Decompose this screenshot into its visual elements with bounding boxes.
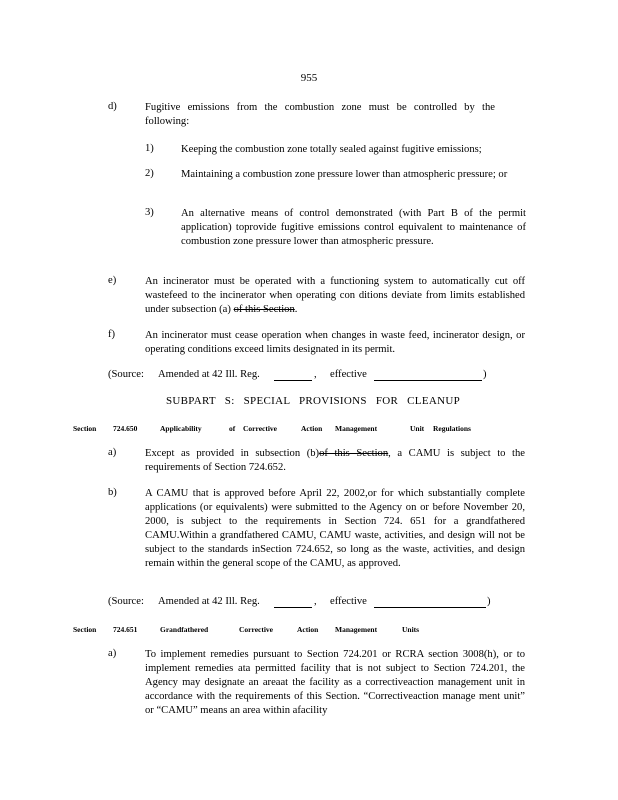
item-f-text: An incinerator must cease operation when changes in waste feed, incinerator design, or operating conditions exceed limits designated in its permit. <box>145 330 525 355</box>
section-title-word: Management <box>335 625 378 634</box>
section-word: Section <box>73 625 97 634</box>
section-title-word: Regulations <box>433 424 471 433</box>
source-line-2 <box>108 596 528 610</box>
section-724-650-heading <box>0 424 618 436</box>
section-number: 724.651 <box>113 625 138 634</box>
source-amended: Amended at 42 Ill. Reg. <box>158 369 260 380</box>
item-e-label: e) <box>108 275 117 286</box>
reg-blank <box>274 369 312 381</box>
source-prefix: (Source: <box>108 596 144 607</box>
source-amended: Amended at 42 Ill. Reg. <box>158 596 260 607</box>
effective-blank <box>374 369 482 381</box>
subpart-heading: SUBPART S: SPECIAL PROVISIONS FOR CLEANUP <box>166 395 460 407</box>
item-d3-text: An alternative means of control demonstrated (with Part B of the permit application) toprovide fugitive emissions control equivalent to maintenance of combustion zone pressure lower than atmospheric pressure. <box>181 208 526 247</box>
source-effective: effective <box>330 369 367 380</box>
item-e-body: An incinerator must be operated with a functioning system to automatically cut off wastefeed to the incinerator when operating con ditions deviate from limits established under subsection (a) <box>145 276 525 315</box>
section-724-651-heading <box>0 625 618 637</box>
s724650-a-struck: of this Section <box>319 448 389 459</box>
item-d1-text: Keeping the combustion zone totally sealed against fugitive emissions; <box>181 144 482 155</box>
s724651-a-text: To implement remedies pursuant to Section 724.201 or RCRA section 3008(h), or to implement remedies ata permitted facility that is not subject to Section 724.201, the Agency may designate an areaat the facility as a correctiveaction management unit in accordance with the requirements of this Section. “Correctiveaction manage ment unit” or “CAMU” means an area within afacility <box>145 649 525 716</box>
s724650-b-label: b) <box>108 487 117 498</box>
source-close: ) <box>483 369 487 380</box>
s724650-b-text: A CAMU that is approved before April 22, 2002,or for which substantially complete applications (or equivalents) were submitted to the Agency on or before November 20, 2000, is subject to the requirements in Section 724. 651 for a grandfathered CAMU.Within a grandfathered CAMU, CAMU waste, activities, and design will not be subject to the standards inSection 724.652, so long as the waste, activities, and design remain within the general scope of the CAMU, as approved. <box>145 488 525 569</box>
section-title-word: Management <box>335 424 378 433</box>
section-title-word: Corrective <box>243 424 278 433</box>
item-e-end: . <box>294 304 298 315</box>
source-line-1 <box>108 369 528 383</box>
section-title-word: Unit <box>410 424 425 433</box>
item-e-struck: of this Section <box>233 304 295 315</box>
source-prefix: (Source: <box>108 369 144 380</box>
s724650-a-post: , a CAMU is subject to the requirements of Section 724.652. <box>145 448 525 473</box>
section-number: 724.650 <box>113 424 138 433</box>
section-title-word: Action <box>301 424 323 433</box>
source-effective: effective <box>330 596 367 607</box>
item-d1-label: 1) <box>145 143 154 154</box>
section-word: Section <box>73 424 97 433</box>
page-number: 955 <box>300 72 318 84</box>
s724650-a-pre: Except as provided in subsection (b) <box>145 448 320 459</box>
section-title-word: Applicability <box>160 424 202 433</box>
section-title-word: Units <box>402 625 420 634</box>
item-e-text <box>145 275 525 317</box>
s724651-a-label: a) <box>108 648 117 659</box>
item-d3-label: 3) <box>145 207 154 218</box>
section-title-word: Grandfathered <box>160 625 209 634</box>
item-d2-label: 2) <box>145 168 154 179</box>
item-d-label: d) <box>108 101 117 112</box>
s724650-a-text <box>145 447 525 475</box>
item-d2-text: Maintaining a combustion zone pressure lower than atmospheric pressure; or <box>181 169 508 180</box>
s724650-a-label: a) <box>108 447 117 458</box>
source-comma: , <box>314 369 317 380</box>
reg-blank <box>274 596 312 608</box>
source-comma: , <box>314 596 317 607</box>
item-d-text: Fugitive emissions from the combustion zone must be controlled by the following: <box>145 102 495 127</box>
section-title-word: of <box>229 424 236 433</box>
source-close: ) <box>487 596 491 607</box>
section-title-word: Corrective <box>239 625 274 634</box>
section-title-word: Action <box>297 625 319 634</box>
item-f-label: f) <box>108 329 116 340</box>
effective-blank <box>374 596 486 608</box>
